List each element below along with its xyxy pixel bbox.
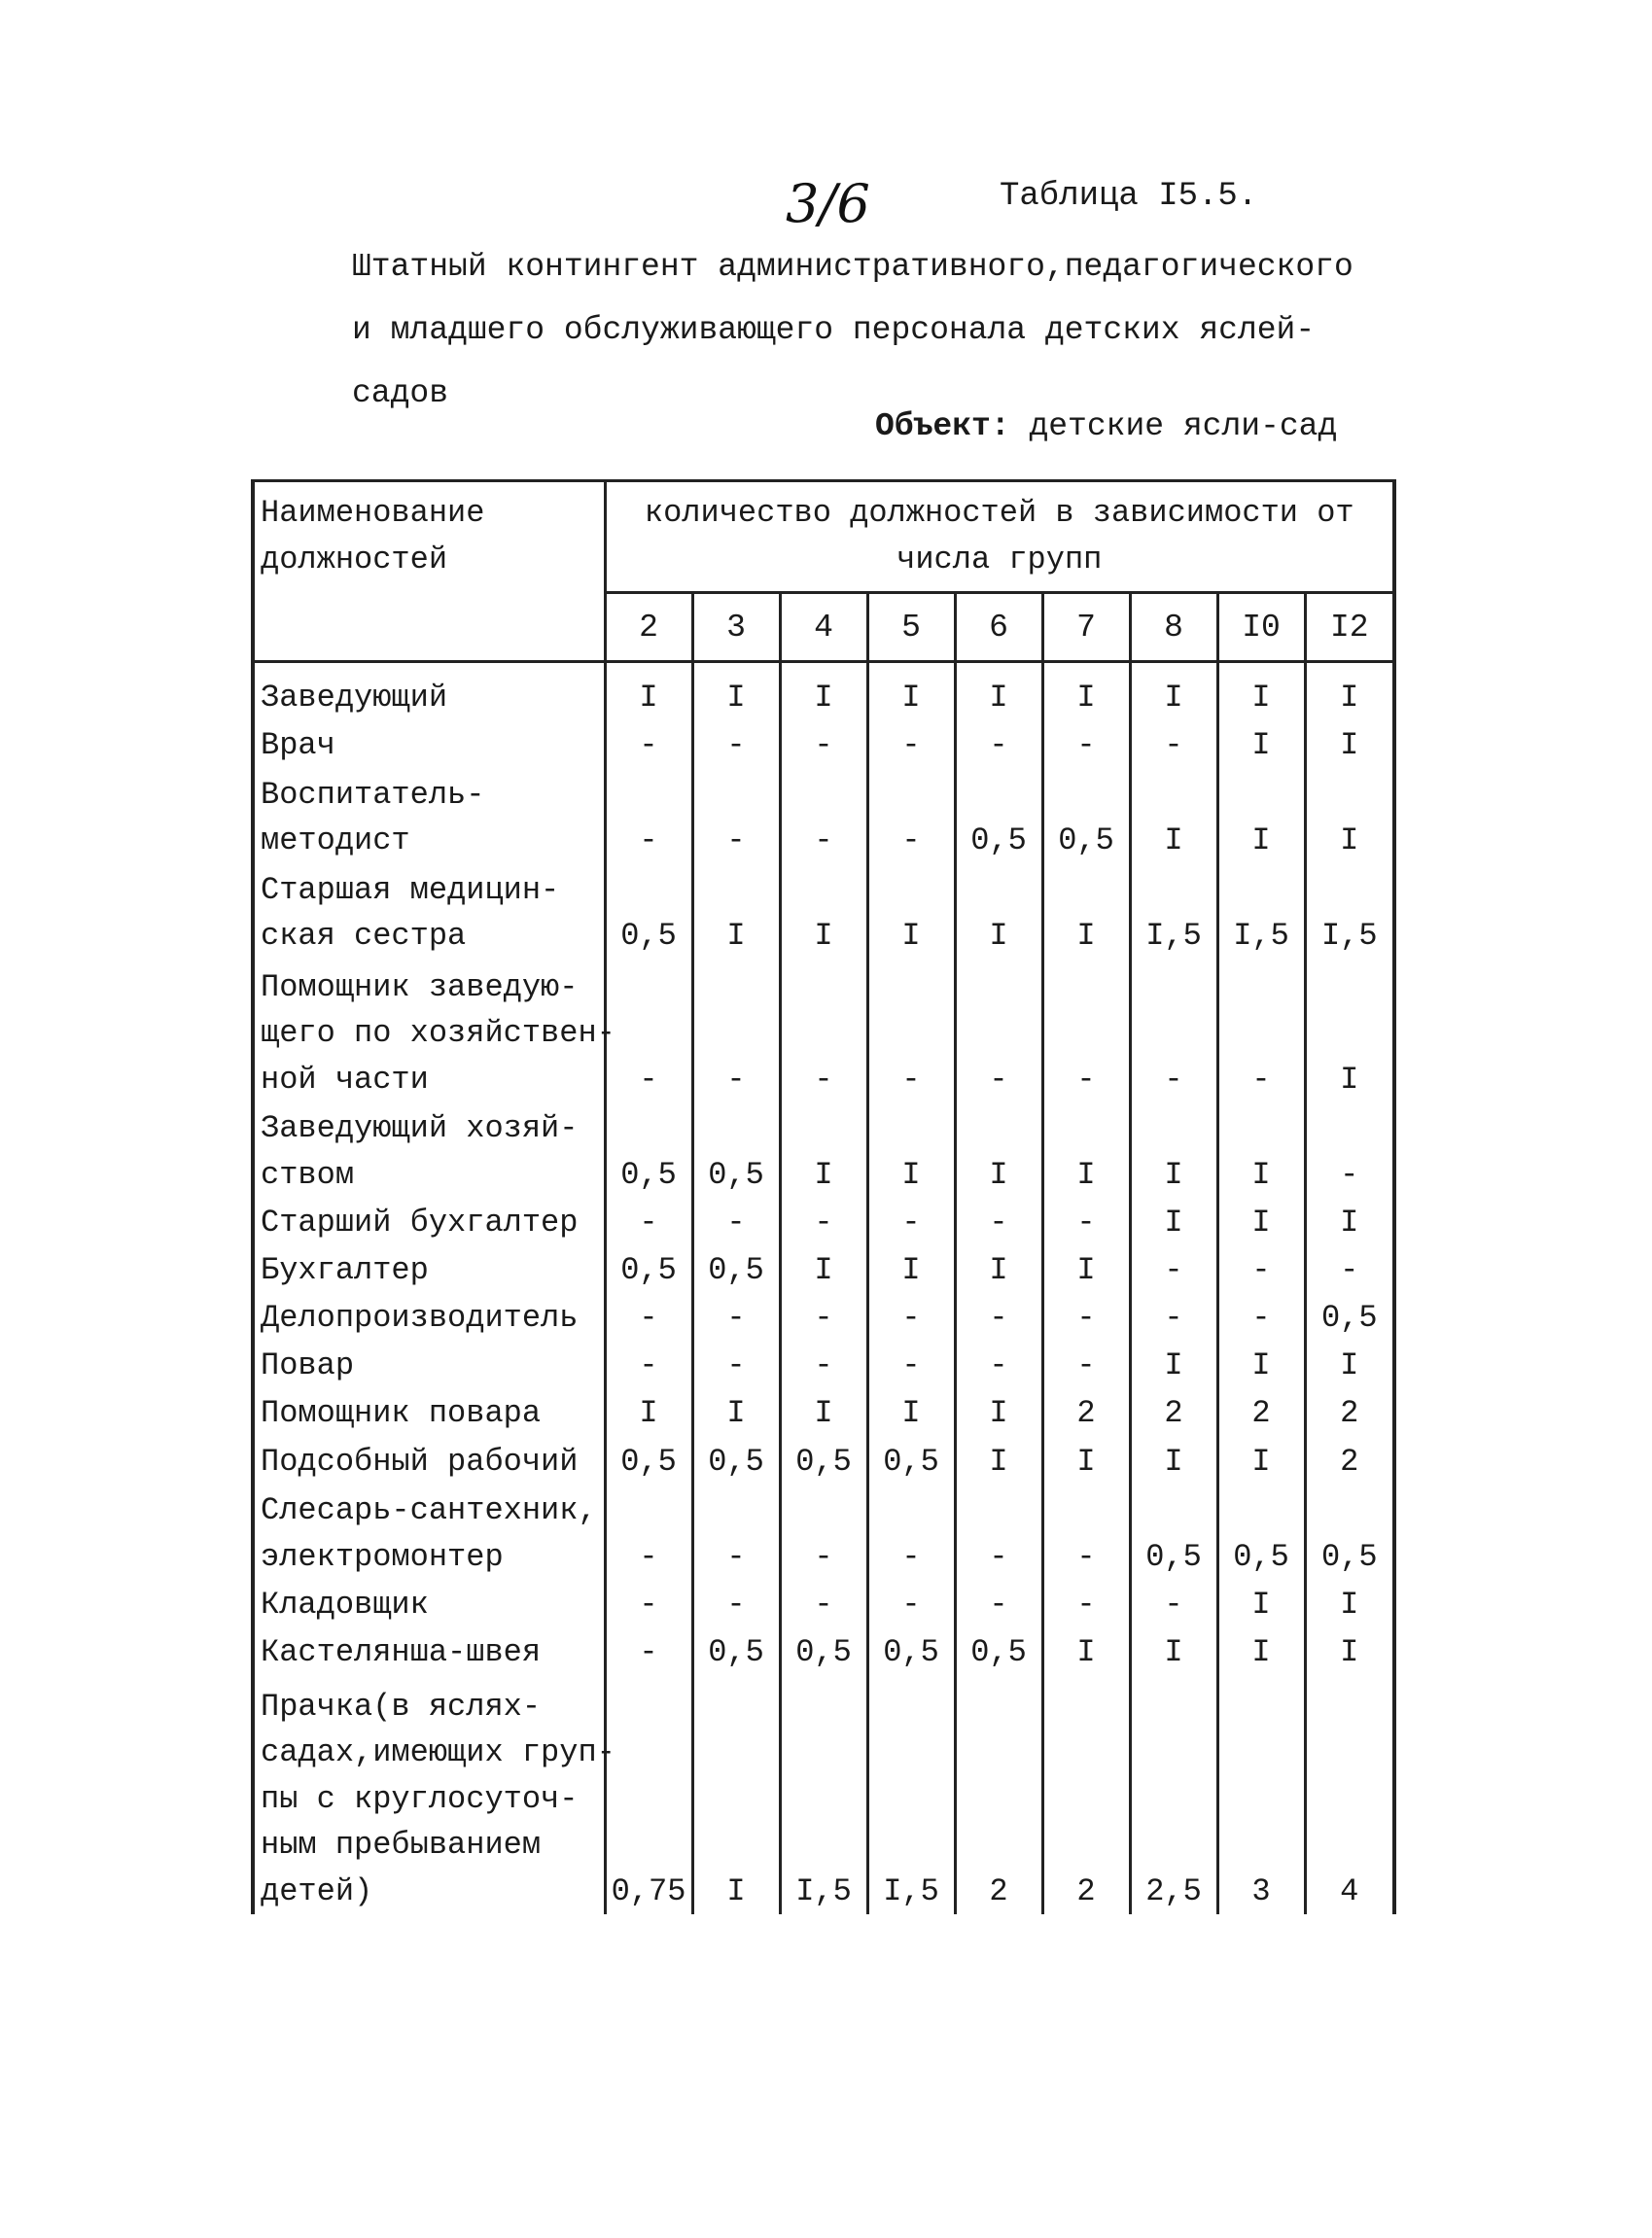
staff-count-cell: - [605,769,692,864]
staff-count-cell: - [955,1294,1042,1342]
staff-count-cell: I [780,1102,867,1198]
object-value: детские ясли-сад [1029,408,1338,444]
position-name-line: Бухгалтер [261,1252,429,1289]
staff-count-cell: - [780,1294,867,1342]
staff-count-cell: - [867,720,955,768]
staff-count-cell: 0,5 [1305,1485,1394,1580]
position-name-line: Кладовщик [261,1586,429,1623]
position-name [253,769,605,864]
staff-count-cell: I [867,1246,955,1294]
table-row [253,720,1394,768]
staff-count-cell: - [780,769,867,864]
staff-count-cell: I [1217,662,1305,721]
table-row [253,1342,1394,1389]
staff-count-cell: I,5 [1217,864,1305,960]
position-name [253,1627,605,1675]
staff-count-cell: I [692,864,780,960]
staff-count-cell: 2 [1042,1675,1130,1914]
position-name-line: Старший бухгалтер [261,1205,579,1241]
staff-count-cell: - [692,1198,780,1245]
staff-count-cell: I [1130,1437,1217,1485]
position-name-line: ным пребыванием [261,1827,542,1863]
staff-count-cell: 4 [1305,1675,1394,1914]
staff-count-cell: I [1042,1102,1130,1198]
staff-count-cell: 0,5 [692,1102,780,1198]
staff-count-cell: I [867,1102,955,1198]
table-row [253,1246,1394,1294]
staff-count-cell: - [1130,1294,1217,1342]
staff-count-cell: - [867,1294,955,1342]
staff-count-cell: - [780,1342,867,1389]
staff-count-cell: I [1042,1437,1130,1485]
table-row [253,864,1394,960]
staff-count-cell: - [605,1627,692,1675]
table-row [253,1389,1394,1437]
staff-count-cell: - [605,1294,692,1342]
staff-count-cell: - [692,720,780,768]
staff-count-cell: I [1042,1627,1130,1675]
position-name [253,1437,605,1485]
staff-count-cell: 2 [1042,1389,1130,1437]
staff-count-cell: I [1305,662,1394,721]
table-row [253,769,1394,864]
table-row [253,1675,1394,1914]
staff-count-cell: I [1130,662,1217,721]
staff-count-cell: 3 [1217,1675,1305,1914]
staff-table [251,479,1396,1914]
staff-count-cell: I,5 [1130,864,1217,960]
staff-count-cell: - [955,1198,1042,1245]
staff-count-cell: I,5 [780,1675,867,1914]
staff-count-cell: - [1217,1294,1305,1342]
position-name [253,1485,605,1580]
table-row [253,1102,1394,1198]
group-count-cell: 7 [1042,593,1130,662]
table-row [253,1294,1394,1342]
staff-count-cell: - [955,1342,1042,1389]
staff-count-cell: I [1130,1198,1217,1245]
position-name [253,1580,605,1627]
staff-count-cell: - [867,1342,955,1389]
staff-count-cell: I [1130,1627,1217,1675]
staff-count-cell: I [1042,864,1130,960]
staff-count-cell: 0,5 [780,1437,867,1485]
position-name [253,662,605,721]
staff-count-cell: - [1130,720,1217,768]
staff-count-cell: 0,5 [1305,1294,1394,1342]
staff-count-cell: I [780,864,867,960]
staff-count-cell: - [692,1294,780,1342]
header-group-count-line: числа групп [896,542,1103,577]
staff-count-cell: - [1042,720,1130,768]
staff-count-cell: 2 [1305,1437,1394,1485]
header-position-name-line: Наименование [261,495,485,531]
staff-count-cell: - [780,1485,867,1580]
staff-count-cell: I [1217,1580,1305,1627]
staff-count-cell: I [605,1389,692,1437]
staff-count-cell: - [1130,1246,1217,1294]
position-name-line: методист [261,822,410,859]
staff-count-cell: I [692,1389,780,1437]
position-name [253,1246,605,1294]
position-name [253,864,605,960]
staff-count-cell: I [867,1389,955,1437]
staff-count-cell: 0,5 [780,1627,867,1675]
table-row [253,1198,1394,1245]
staff-count-cell: I [1305,1198,1394,1245]
title-line: Штатный контингент административного,педагогического [352,249,1353,285]
position-name [253,1389,605,1437]
staff-count-cell: I [692,662,780,721]
staff-count-cell: - [1130,1580,1217,1627]
staff-count-cell: - [955,960,1042,1102]
table-row [253,960,1394,1102]
staff-count-cell: 0,5 [692,1246,780,1294]
staff-count-cell: I [1305,1580,1394,1627]
staff-count-cell: I [955,1246,1042,1294]
table-body [253,662,1394,1915]
staff-count-cell: - [1130,960,1217,1102]
group-count-cell: 5 [867,593,955,662]
staff-count-cell: - [780,720,867,768]
staff-count-cell: 2 [1217,1389,1305,1437]
staff-count-cell: 0,5 [1217,1485,1305,1580]
staff-count-cell: - [1042,1580,1130,1627]
staff-count-cell: I,5 [1305,864,1394,960]
table-number: Таблица I5.5. [1000,178,1258,215]
staff-count-cell: - [1217,1246,1305,1294]
position-name-line: Помощник повара [261,1395,542,1432]
group-count-cell: I0 [1217,593,1305,662]
group-count-cell: I2 [1305,593,1394,662]
staff-count-cell: - [867,769,955,864]
staff-count-cell: - [867,1580,955,1627]
staff-count-cell: I [955,1389,1042,1437]
position-name-line: щего по хозяйствен- [261,1015,615,1052]
staff-count-cell: I [1305,960,1394,1102]
position-name-line: садах,имеющих груп- [261,1734,615,1770]
staff-count-cell: I [780,662,867,721]
position-name-line: пы с круглосуточ- [261,1780,579,1817]
staff-count-cell: I [692,1675,780,1914]
position-name-line: Врач [261,727,335,764]
position-name-line: Делопроизводитель [261,1300,579,1337]
header-position-name [253,481,605,662]
group-count-cell: 8 [1130,593,1217,662]
staff-count-cell: 2 [1130,1389,1217,1437]
staff-count-cell: - [780,960,867,1102]
table-row [253,1580,1394,1627]
staff-count-cell: I [867,864,955,960]
staff-count-cell: I [1130,1342,1217,1389]
staff-count-cell: - [692,769,780,864]
staff-count-cell: I [1217,1437,1305,1485]
staff-count-cell: - [1042,1342,1130,1389]
staff-count-cell: - [780,1198,867,1245]
staff-count-cell: 0,5 [692,1627,780,1675]
table-row [253,662,1394,721]
staff-count-cell: I [780,1389,867,1437]
staff-count-cell: I [1217,769,1305,864]
staff-count-cell: I [1217,1342,1305,1389]
staff-count-cell: - [692,1580,780,1627]
group-count-cell: 3 [692,593,780,662]
staff-count-cell: - [867,1198,955,1245]
staff-count-cell: I [1130,769,1217,864]
header-position-name-line: должностей [261,542,448,577]
position-name-line: Слесарь-сантехник, [261,1492,597,1529]
staff-count-cell: I [955,662,1042,721]
position-name-line: детей) [261,1872,373,1909]
position-name-line: Заведующий хозяй- [261,1110,579,1147]
staff-count-cell: 0,75 [605,1675,692,1914]
staff-count-cell: I [605,662,692,721]
staff-count-cell: 0,5 [955,1627,1042,1675]
staff-count-cell: - [692,1485,780,1580]
staff-count-cell: - [867,1485,955,1580]
page-number: 3/6 [786,173,870,234]
staff-count-cell: I [1217,720,1305,768]
staff-count-cell: I [955,1437,1042,1485]
staff-count-cell: 0,5 [605,1246,692,1294]
staff-count-cell: - [605,1580,692,1627]
header-group-count [605,481,1394,593]
staff-count-cell: I [1217,1102,1305,1198]
staff-count-cell: 2,5 [1130,1675,1217,1914]
staff-count-cell: I [867,662,955,721]
staff-count-cell: - [780,1580,867,1627]
object-label: Объект: [875,408,1010,444]
staff-count-cell: 2 [955,1675,1042,1914]
staff-count-cell: I [780,1246,867,1294]
position-name-line: Подсобный рабочий [261,1443,579,1480]
staff-count-cell: - [605,1342,692,1389]
group-count-cell: 6 [955,593,1042,662]
staff-count-cell: - [1042,960,1130,1102]
staff-count-cell: - [1042,1294,1130,1342]
position-name-line: Заведующий [261,679,448,716]
title-line: и младшего обслуживающего персонала детских яслей- [352,312,1316,348]
staff-count-cell: - [1305,1246,1394,1294]
position-name-line: Кастелянша-швея [261,1633,542,1670]
staff-count-cell: 0,5 [605,1437,692,1485]
staff-count-cell: I [955,1102,1042,1198]
table-row [253,1627,1394,1675]
staff-count-cell: 0,5 [1042,769,1130,864]
staff-count-cell: - [692,960,780,1102]
staff-count-cell: - [1305,1102,1394,1198]
staff-count-cell: I [1042,662,1130,721]
staff-count-cell: 0,5 [605,864,692,960]
staff-count-cell: - [955,1580,1042,1627]
staff-count-cell: I [1042,1246,1130,1294]
group-count-cell: 2 [605,593,692,662]
position-name [253,1342,605,1389]
position-name-line: Старшая медицин- [261,871,560,908]
staff-count-cell: I [1305,720,1394,768]
staff-count-cell: - [605,960,692,1102]
position-name [253,1675,615,1914]
position-name-line: Повар [261,1347,355,1384]
position-name [253,1102,605,1198]
staff-count-cell: 0,5 [1130,1485,1217,1580]
position-name [253,720,605,768]
position-name-line: ская сестра [261,918,467,955]
staff-count-cell: - [692,1342,780,1389]
position-name [253,1198,605,1245]
position-name-line: Помощник заведую- [261,968,579,1005]
staff-count-cell: I [1305,769,1394,864]
table-row [253,1437,1394,1485]
staff-count-cell: I [1130,1102,1217,1198]
position-name [253,960,615,1102]
document-title [352,235,1422,425]
staff-count-cell: I [955,864,1042,960]
staff-count-cell: I [1305,1627,1394,1675]
staff-count-cell: - [1217,960,1305,1102]
position-name-line: ной части [261,1061,429,1098]
header-group-count-line: количество должностей в зависимости от [644,495,1354,531]
table-row [253,1485,1394,1580]
group-count-cell: 4 [780,593,867,662]
staff-count-cell: I [1217,1627,1305,1675]
staff-count-cell: - [867,960,955,1102]
position-name-line: электромонтер [261,1538,504,1575]
position-name-line: Прачка(в яслях- [261,1688,542,1725]
staff-count-cell: I [1217,1198,1305,1245]
staff-count-cell: 0,5 [605,1102,692,1198]
position-name-line: ством [261,1156,355,1193]
position-name [253,1294,605,1342]
title-line: садов [352,375,449,411]
position-name-line: Воспитатель- [261,776,485,813]
staff-count-cell: - [1042,1485,1130,1580]
object-line [875,408,1337,444]
staff-count-cell: - [605,1485,692,1580]
staff-count-cell: - [605,720,692,768]
staff-count-cell: 2 [1305,1389,1394,1437]
staff-count-cell: - [955,720,1042,768]
staff-count-cell: I [1305,1342,1394,1389]
staff-count-cell: 0,5 [867,1627,955,1675]
staff-count-cell: 0,5 [867,1437,955,1485]
staff-count-cell: 0,5 [955,769,1042,864]
staff-count-cell: I,5 [867,1675,955,1914]
staff-count-cell: - [1042,1198,1130,1245]
staff-count-cell: - [605,1198,692,1245]
staff-count-cell: - [955,1485,1042,1580]
staff-count-cell: 0,5 [692,1437,780,1485]
